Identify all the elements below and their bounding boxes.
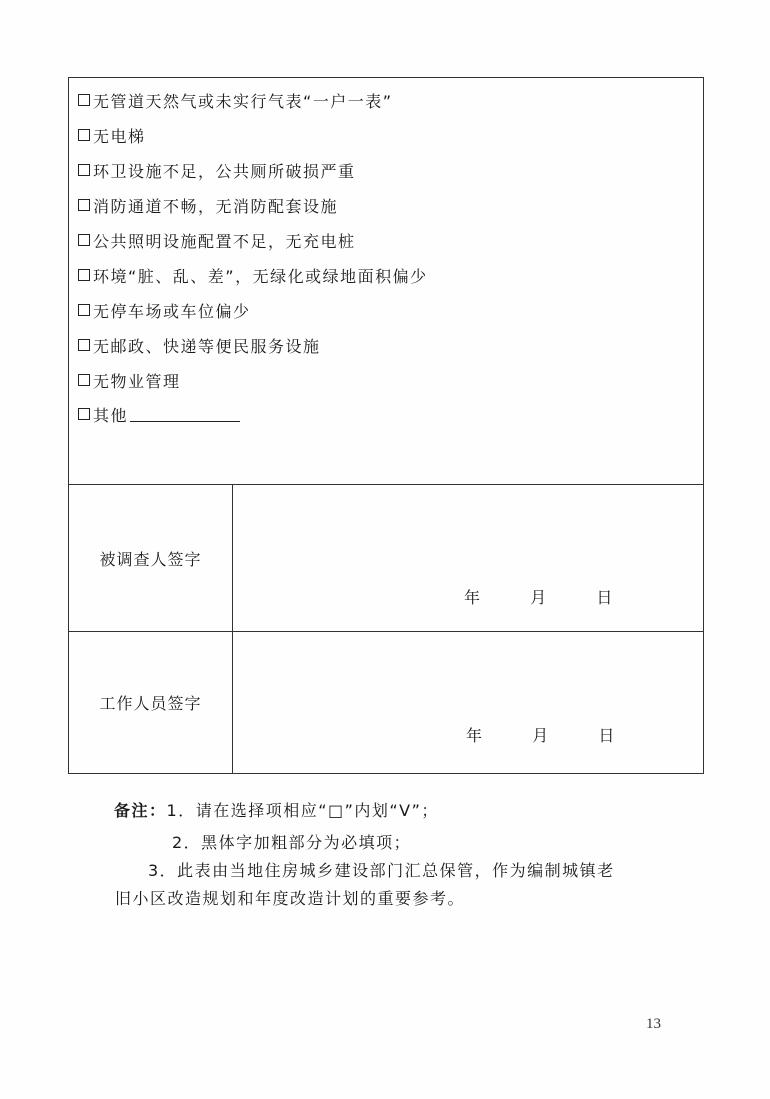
checkbox[interactable] [78, 304, 90, 316]
checkbox[interactable] [78, 339, 90, 351]
checklist-item[interactable] [78, 159, 356, 181]
note-line-2: 2．黑体字加粗部分为必填项； [172, 833, 412, 852]
checklist-item-label: 环境“脏、乱、差”，无绿化或绿地面积偏少 [93, 266, 428, 286]
checklist-item[interactable] [78, 264, 428, 286]
checkbox[interactable] [78, 164, 90, 176]
checklist-item-label: 无停车场或车位偏少 [93, 301, 251, 321]
checklist-item-label: 消防通道不畅，无消防配套设施 [93, 196, 339, 216]
note-line-1 [114, 800, 439, 822]
checklist-item-label: 无管道天然气或未实行气表“一户一表” [93, 91, 393, 111]
checklist-item-label: 公共照明设施配置不足，无充电桩 [93, 231, 356, 251]
staff-date[interactable] [466, 723, 614, 746]
checklist-item[interactable] [78, 124, 146, 146]
date-month-label: 月 [532, 726, 549, 745]
checkbox[interactable] [78, 234, 90, 246]
checklist-item[interactable] [78, 334, 321, 356]
date-year-label: 年 [464, 588, 481, 607]
checklist-item-label: 无物业管理 [93, 371, 181, 391]
checkbox[interactable] [78, 199, 90, 211]
note-text-1: 1．请在选择项相应“□”内划“V”； [166, 801, 439, 820]
survey-form-table [68, 77, 704, 774]
checklist-item[interactable] [78, 89, 393, 111]
checklist-item[interactable] [78, 194, 338, 216]
date-year-label: 年 [466, 726, 483, 745]
page-number: 13 [646, 1016, 661, 1032]
date-month-label: 月 [530, 588, 547, 607]
date-day-label: 日 [598, 726, 615, 745]
other-label: 其他 [93, 405, 129, 425]
date-day-label: 日 [596, 588, 613, 607]
checkbox[interactable] [78, 408, 90, 420]
checklist-item-label: 无邮政、快递等便民服务设施 [93, 336, 321, 356]
respondent-signature-row [69, 485, 703, 632]
checklist-item-label: 环卫设施不足，公共厕所破损严重 [93, 161, 356, 181]
note-line-4: 旧小区改造规划和年度改造计划的重要参考。 [115, 889, 466, 908]
staff-signature-label: 工作人员签字 [69, 632, 233, 773]
checklist-section [69, 78, 703, 485]
checklist-item[interactable] [78, 369, 181, 391]
checkbox[interactable] [78, 269, 90, 281]
respondent-date[interactable] [464, 585, 612, 608]
note-line-3: 3．此表由当地住房城乡建设部门汇总保管，作为编制城镇老 [148, 861, 615, 880]
checklist-item[interactable] [78, 229, 356, 251]
checkbox[interactable] [78, 374, 90, 386]
checklist-item-other[interactable] [78, 403, 240, 425]
checkbox[interactable] [78, 94, 90, 106]
notes-heading: 备注： [114, 801, 167, 820]
respondent-signature-label: 被调查人签字 [69, 485, 233, 631]
other-fill-line[interactable] [130, 407, 240, 422]
checkbox[interactable] [78, 129, 90, 141]
checklist-item-label: 无电梯 [93, 126, 146, 146]
staff-signature-row [69, 632, 703, 773]
checklist-item[interactable] [78, 299, 251, 321]
